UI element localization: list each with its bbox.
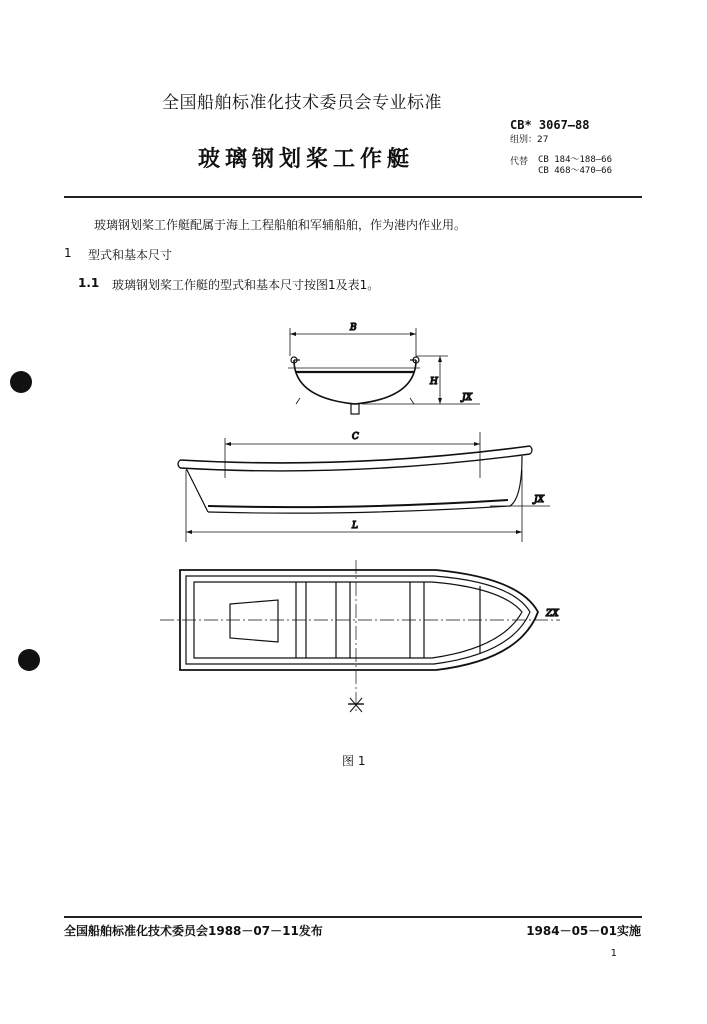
figure-caption: 图 1 xyxy=(342,754,366,768)
header-divider xyxy=(64,196,642,198)
dim-label-L: L xyxy=(352,521,358,531)
replaces-standard-2: CB 468～470—66 xyxy=(538,166,613,176)
intro-paragraph: 玻璃钢划桨工作艇配属于海上工程船舶和军辅船舶，作为港内作业用。 xyxy=(94,218,467,232)
side-view xyxy=(178,432,550,542)
baseline-label-JX-side: JX xyxy=(534,495,545,505)
dim-label-B: B xyxy=(350,323,357,333)
section-title: 型式和基本尺寸 xyxy=(88,248,173,262)
effective-date: 1984－05－01实施 xyxy=(526,924,641,938)
punch-hole xyxy=(18,649,40,671)
centerline-label-ZX: ZX xyxy=(546,609,559,619)
committee-heading: 全国船舶标准化技术委员会专业标准 xyxy=(162,93,442,113)
section-number: 1 xyxy=(64,246,72,260)
replaces-label: 代替 xyxy=(510,157,529,167)
plan-view xyxy=(160,560,560,712)
document-title: 玻璃钢划桨工作艇 xyxy=(198,147,415,172)
replaces-standard-1: CB 184～188—66 xyxy=(538,155,613,165)
dim-label-H: H xyxy=(430,377,438,387)
baseline-label-JX-top: JX xyxy=(462,393,473,403)
subsection-number: 1.1 xyxy=(78,276,100,290)
subsection-text: 玻璃钢划桨工作艇的型式和基本尺寸按图1及表1。 xyxy=(112,278,380,292)
standard-number: CB* 3067—88 xyxy=(510,118,590,132)
standard-group: 组别：27 xyxy=(510,135,549,145)
footer-divider xyxy=(64,916,642,918)
boat-drawing xyxy=(150,320,570,720)
page-number: 1 xyxy=(610,948,617,959)
dim-label-C: C xyxy=(352,432,359,442)
section-view xyxy=(288,323,480,414)
issued-date: 全国船舶标准化技术委员会1988－07－11发布 xyxy=(64,924,323,938)
punch-hole xyxy=(10,371,32,393)
